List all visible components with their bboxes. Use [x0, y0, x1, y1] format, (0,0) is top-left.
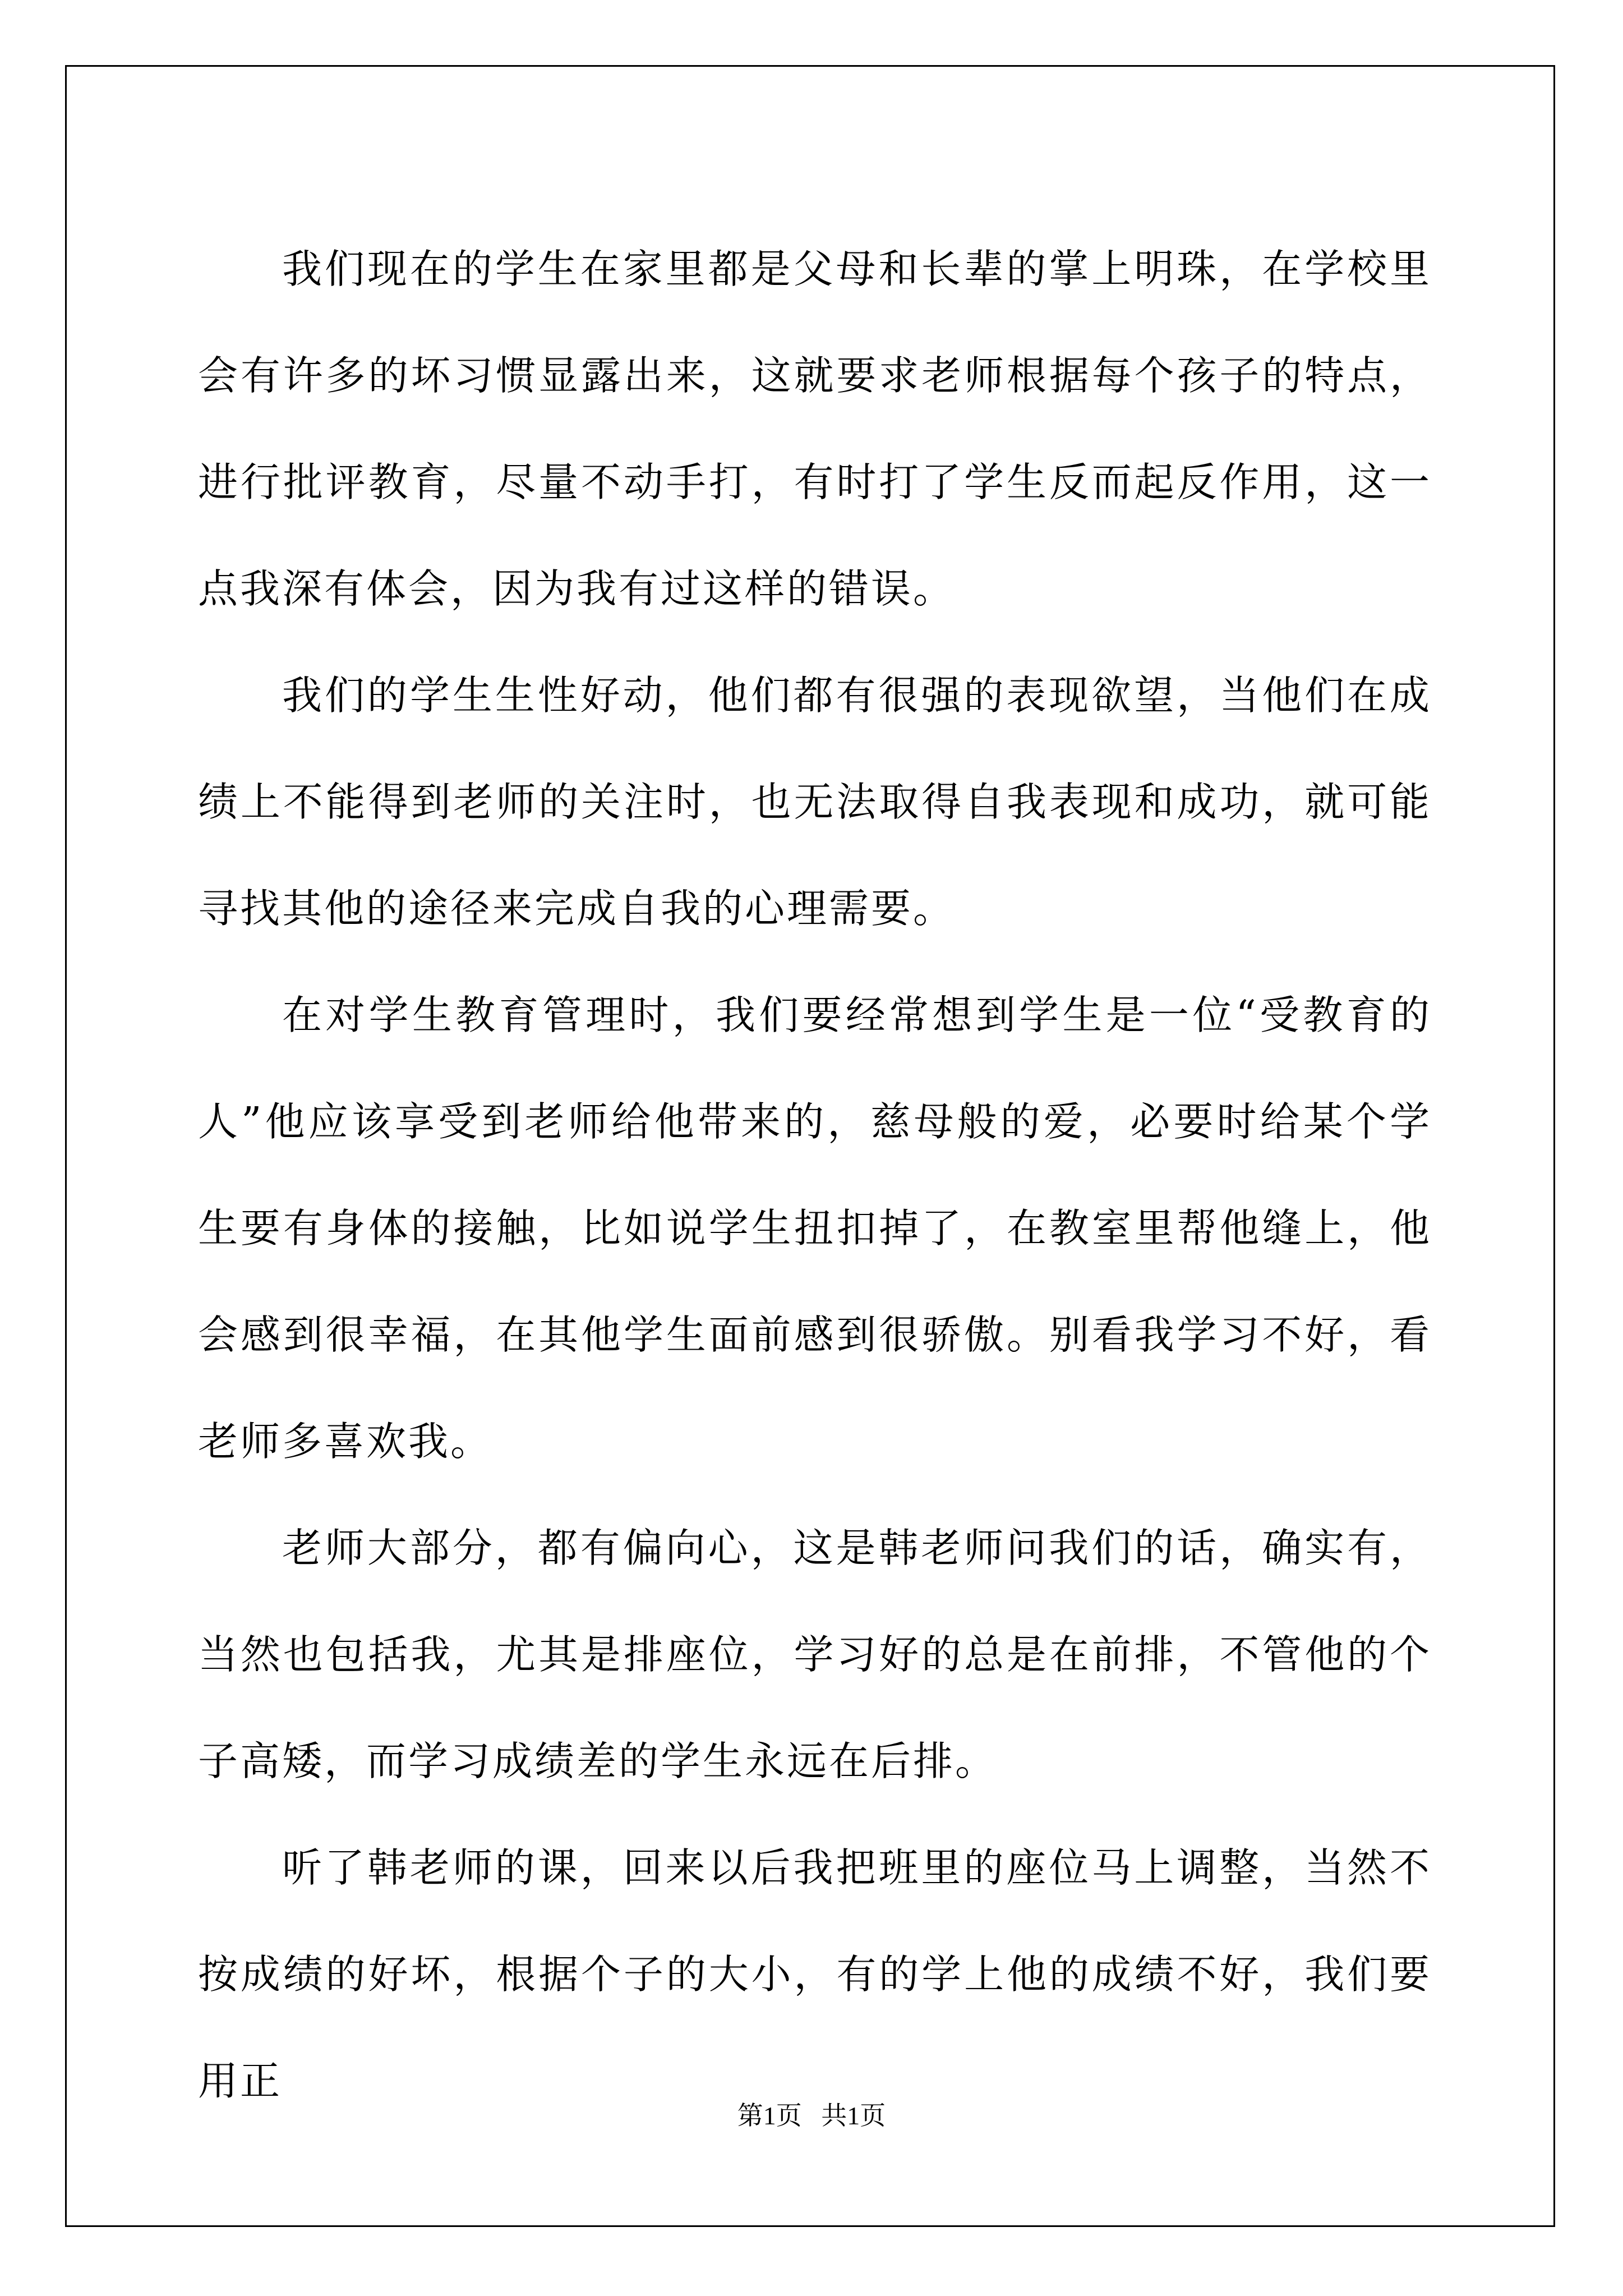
document-body: [198, 216, 1432, 2134]
page-footer: [0, 2095, 1623, 2132]
paragraph-5: 听了韩老师的课，回来以后我把班里的座位马上调整，当然不按成绩的好坏，根据个子的大小，有的学上他的成绩不好，我们要用正: [198, 1844, 1432, 2104]
paragraph-1: 我们现在的学生在家里都是父母和长辈的掌上明珠，在学校里会有许多的坏习惯显露出来，这就要求老师根据每个孩子的特点，进行批评教育，尽量不动手打，有时打了学生反而起反作用，这一点我深有体会，因为我有过这样的错误。: [198, 246, 1432, 612]
page-number: 第1页: [737, 2101, 802, 2130]
paragraph-4: 老师大部分，都有偏向心，这是韩老师问我们的话，确实有，当然也包括我，尤其是排座位，学习好的总是在前排，不管他的个子高矮，而学习成绩差的学生永远在后排。: [198, 1525, 1432, 1784]
paragraph-2: 我们的学生生性好动，他们都有很强的表现欲望，当他们在成绩上不能得到老师的关注时，也无法取得自我表现和成功，就可能寻找其他的途径来完成自我的心理需要。: [198, 672, 1432, 932]
page-total: 共1页: [821, 2101, 886, 2130]
paragraph-3: 在对学生教育管理时，我们要经常想到学生是一位“受教育的人”他应该享受到老师给他带来的，慈母般的爱，必要时给某个学生要有身体的接触，比如说学生扭扣掉了，在教室里帮他缝上，他会感到很幸福，在其他学生面前感到很骄傲。别看我学习不好，看老师多喜欢我。: [198, 992, 1432, 1465]
